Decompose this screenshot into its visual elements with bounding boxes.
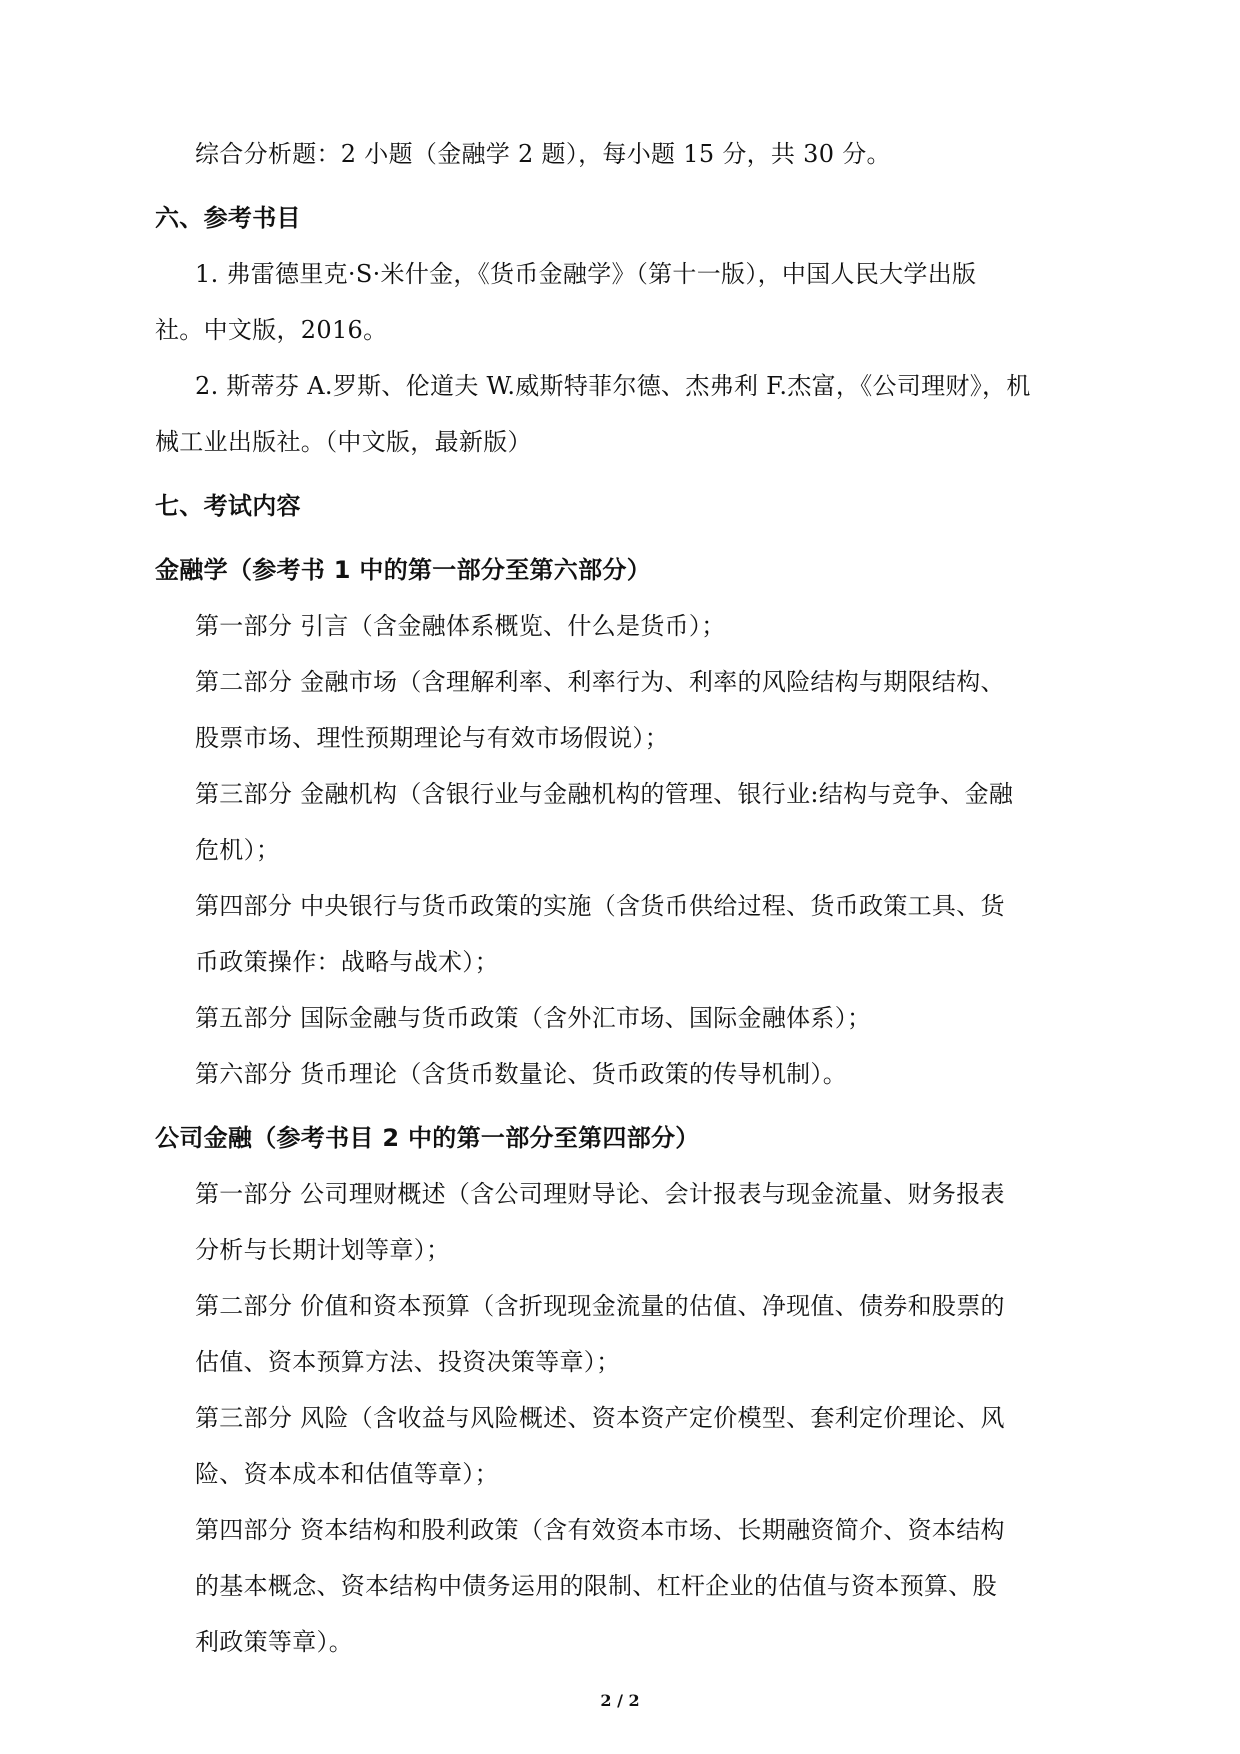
corporate-line: 第一部分 公司理财概述（含公司理财导论、会计报表与现金流量、财务报表 — [195, 1180, 1005, 1208]
finance-line: 第一部分 引言（含金融体系概览、什么是货币）； — [195, 612, 726, 640]
finance-line: 第三部分 金融机构（含银行业与金融机构的管理、银行业:结构与竞争、金融 — [195, 780, 1014, 808]
finance-line: 第六部分 货币理论（含货币数量论、货币政策的传导机制）。 — [195, 1060, 848, 1088]
subsection-heading-finance: 金融学（参考书 1 中的第一部分至第六部分） — [155, 556, 652, 584]
reference-2-line-1: 2. 斯蒂芬 A.罗斯、伦道夫 W.威斯特菲尔德、杰弗利 F.杰富，《公司理财》，机 — [195, 372, 1031, 400]
page-number: 2 / 2 — [600, 1691, 640, 1710]
finance-line: 危机）； — [195, 836, 281, 864]
reference-1-line-1: 1. 弗雷德里克·S·米什金，《货币金融学》（第十一版），中国人民大学出版 — [195, 260, 977, 288]
reference-2-line-2: 械工业出版社。（中文版，最新版） — [155, 428, 532, 456]
finance-line: 第二部分 金融市场（含理解利率、利率行为、利率的风险结构与期限结构、 — [195, 668, 1005, 696]
exam-format-line: 综合分析题：2 小题（金融学 2 题），每小题 15 分，共 30 分。 — [195, 140, 891, 168]
reference-1-line-2: 社。中文版，2016。 — [155, 316, 388, 344]
subsection-heading-corporate-finance: 公司金融（参考书目 2 中的第一部分至第四部分） — [155, 1124, 700, 1152]
corporate-line: 利政策等章）。 — [195, 1628, 354, 1656]
finance-line: 股票市场、理性预期理论与有效市场假说）； — [195, 724, 669, 752]
corporate-line: 第二部分 价值和资本预算（含折现现金流量的估值、净现值、债券和股票的 — [195, 1292, 1005, 1320]
corporate-line: 估值、资本预算方法、投资决策等章）； — [195, 1348, 621, 1376]
corporate-line: 的基本概念、资本结构中债务运用的限制、杠杆企业的估值与资本预算、股 — [195, 1572, 997, 1600]
section-heading-exam-content: 七、考试内容 — [155, 492, 301, 520]
corporate-line: 险、资本成本和估值等章）； — [195, 1460, 499, 1488]
section-heading-references: 六、参考书目 — [155, 204, 301, 232]
finance-line: 第四部分 中央银行与货币政策的实施（含货币供给过程、货币政策工具、货 — [195, 892, 1005, 920]
finance-line: 第五部分 国际金融与货币政策（含外汇市场、国际金融体系）； — [195, 1004, 872, 1032]
corporate-line: 第三部分 风险（含收益与风险概述、资本资产定价模型、套利定价理论、风 — [195, 1404, 1005, 1432]
corporate-line: 分析与长期计划等章）； — [195, 1236, 451, 1264]
finance-line: 币政策操作：战略与战术）； — [195, 948, 499, 976]
corporate-line: 第四部分 资本结构和股利政策（含有效资本市场、长期融资简介、资本结构 — [195, 1516, 1005, 1544]
